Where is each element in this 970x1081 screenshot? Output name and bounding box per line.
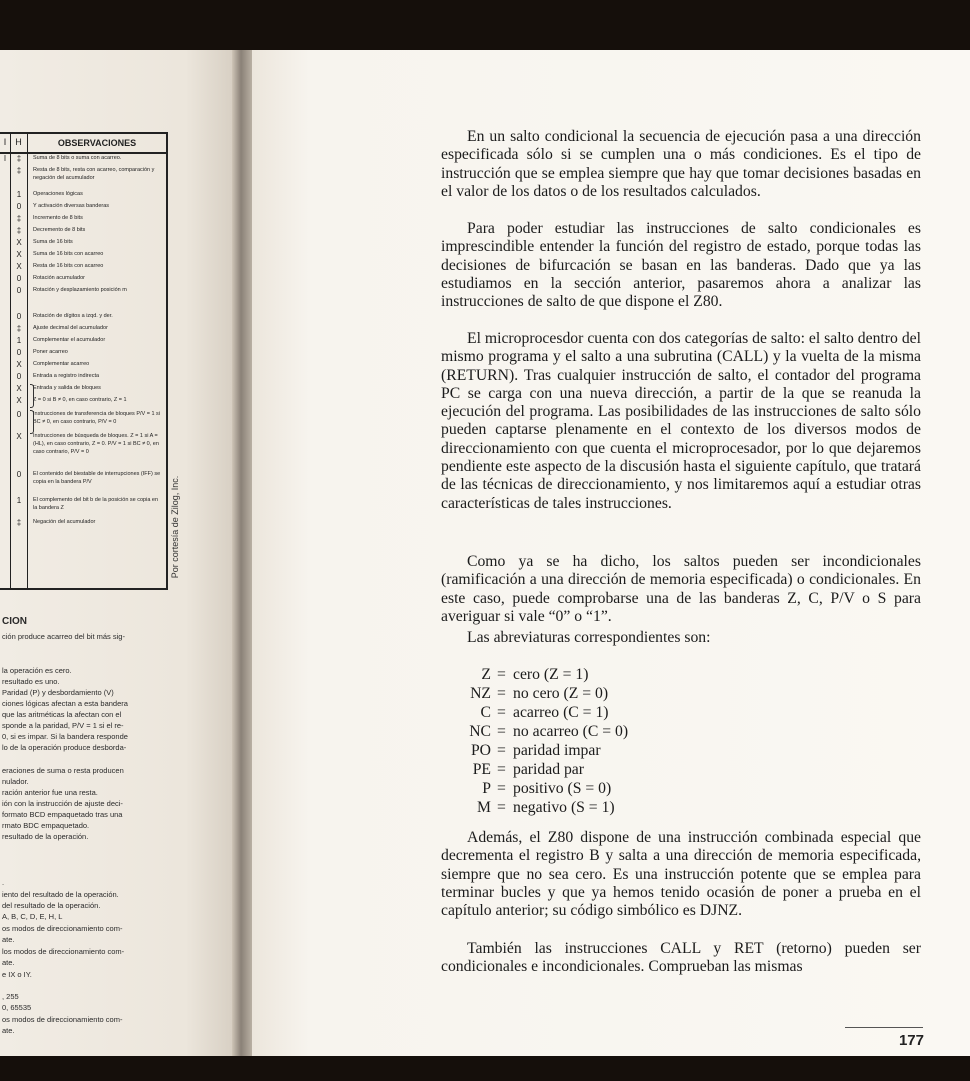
- note-line: eraciones de suma o resta producen: [2, 766, 124, 775]
- note-line: ate.: [2, 935, 15, 944]
- equals-sign: =: [497, 685, 506, 702]
- flag-h-cell: 0: [16, 274, 22, 283]
- observation-cell: Negación del acumulador: [33, 519, 96, 525]
- equals-sign: =: [497, 799, 506, 816]
- flag-h-cell: ‡: [16, 154, 22, 163]
- note-line: os modos de direccionamiento com-: [2, 924, 123, 933]
- flag-h-cell: 0: [16, 286, 22, 295]
- paragraph-text: Para poder estudiar las instrucciones de salto condicionales es imprescindible entender la función del registro de estado, porque todas las decisiones de bifurcación se basan en las banderas. Dado que ya las estudiamos en la sección anterior, pasaremos ahora a analizar las instrucciones de salto de que dispone el Z80.: [441, 220, 921, 311]
- note-line: ate.: [2, 958, 15, 967]
- abbreviation-meaning: paridad impar: [513, 742, 601, 759]
- abbreviation-symbol: PO: [470, 742, 491, 759]
- table-row: [0, 154, 166, 164]
- definition-row: [441, 742, 741, 761]
- flag-h-cell: 0: [16, 470, 22, 479]
- vertical-caption: [170, 462, 180, 596]
- abbreviation-symbol: Z: [481, 666, 491, 683]
- paragraph-text: Las abreviaturas correspondientes son:: [467, 629, 711, 646]
- header-observaciones: OBSERVACIONES: [57, 138, 137, 148]
- table-row: [0, 324, 166, 334]
- note-line: .: [2, 878, 5, 887]
- note-line: lo de la operación produce desborda-: [2, 743, 127, 752]
- paragraph-6: [441, 829, 921, 920]
- table-row: [0, 384, 166, 394]
- table-row: [0, 286, 166, 296]
- table-row: [0, 274, 166, 284]
- note-line: resultado de la operación.: [2, 832, 89, 841]
- note-line: 0, 65535: [2, 1003, 32, 1012]
- equals-sign: =: [497, 723, 506, 740]
- equals-sign: =: [497, 761, 506, 778]
- flag-h-cell: ‡: [16, 226, 22, 235]
- definition-row: [441, 780, 741, 799]
- paragraph-5: [441, 629, 921, 647]
- paragraph-3: [441, 330, 921, 513]
- equals-sign: =: [497, 704, 506, 721]
- table-row: [0, 432, 166, 468]
- table-row: [0, 166, 166, 188]
- observation-cell: Instrucciones de transferencia de bloques P/V = 1 si BC ≠ 0, en caso contrario, P/V = 0: [33, 411, 161, 425]
- observation-cell: Rotación acumulador: [33, 275, 85, 281]
- flag-h-cell: X: [16, 384, 22, 393]
- definition-row: [441, 685, 741, 704]
- note-line: os modos de direccionamiento com-: [2, 1015, 123, 1024]
- definition-row: [441, 723, 741, 742]
- note-line: 0, si es impar. Si la bandera responde: [2, 732, 128, 741]
- flags-table: [0, 132, 168, 590]
- flag-h-cell: ‡: [16, 214, 22, 223]
- paragraph-4: [441, 553, 921, 626]
- abbreviation-meaning: no acarreo (C = 0): [513, 723, 629, 740]
- abbreviation-meaning: cero (Z = 1): [513, 666, 589, 683]
- abbreviation-meaning: paridad par: [513, 761, 584, 778]
- header-col1: I: [3, 137, 7, 147]
- note-line: del resultado de la operación.: [2, 901, 101, 910]
- paragraph-1: [441, 128, 921, 201]
- note-line: ciones lógicas afectan a esta bandera: [2, 699, 128, 708]
- flag-h-cell: X: [16, 238, 22, 247]
- observation-cell: Operaciones lógicas: [33, 191, 83, 197]
- definition-row: [441, 799, 741, 818]
- page-number-rule: [845, 1027, 923, 1028]
- table-row: [0, 202, 166, 212]
- abbreviation-symbol: PE: [472, 761, 491, 778]
- paragraph-7: [441, 940, 921, 977]
- flag-h-cell: X: [16, 432, 22, 441]
- book-gutter: [232, 50, 252, 1056]
- abbreviation-meaning: acarreo (C = 1): [513, 704, 609, 721]
- table-row: [0, 518, 166, 530]
- observation-cell: Resta de 16 bits con acarreo: [33, 263, 104, 269]
- flag-h-cell: ‡: [16, 166, 22, 175]
- observation-cell: Suma de 8 bits o suma con acarreo.: [33, 155, 122, 161]
- note-line: Paridad (P) y desbordamiento (V): [2, 688, 114, 697]
- flag-h-cell: ‡: [16, 324, 22, 333]
- table-row: [0, 250, 166, 260]
- observation-cell: Ajuste decimal del acumulador: [33, 325, 108, 331]
- table-row: [0, 190, 166, 200]
- note-line: formato BCD empaquetado tras una: [2, 810, 123, 819]
- table-header: [0, 134, 166, 154]
- table-row: [0, 396, 166, 408]
- table-row: [0, 360, 166, 370]
- note-line: la operación es cero.: [2, 666, 72, 675]
- table-row: [0, 226, 166, 236]
- table-row: [0, 372, 166, 382]
- top-dark-band: [0, 0, 970, 50]
- observation-cell: Poner acarreo: [33, 349, 68, 355]
- table-row: [0, 238, 166, 248]
- definition-row: [441, 666, 741, 685]
- note-line: sponde a la paridad, P/V = 1 si el re-: [2, 721, 124, 730]
- flag-h-cell: 0: [16, 348, 22, 357]
- flag-h-cell: X: [16, 360, 22, 369]
- abbreviation-symbol: P: [482, 780, 491, 797]
- note-line: iento del resultado de la operación.: [2, 890, 119, 899]
- table-row: [0, 312, 166, 322]
- abbreviation-meaning: no cero (Z = 0): [513, 685, 609, 702]
- brace-mark: [30, 384, 34, 408]
- observation-cell: El contenido del biestable de interrupciones (IFF) se copia en la bandera P/V: [33, 471, 161, 485]
- note-line: A, B, C, D, E, H, L: [2, 912, 63, 921]
- paragraph-text: Además, el Z80 dispone de una instrucción combinada especial que decrementa el registro B y salta a una dirección de memoria especificada, siempre que no sea cero. Es una instrucción potente que se emplea para terminar bucles y que ya hemos tenido ocasión de poner a prueba en el capítulo anterior; su código simbólico es DJNZ.: [441, 829, 921, 920]
- left-page: [0, 50, 232, 1056]
- flag-h-cell: 1: [16, 496, 22, 505]
- flag-h-cell: 0: [16, 410, 22, 419]
- paragraph-text: El microprocesdor cuenta con dos categorías de salto: el salto dentro del mismo programa y el salto a una subrutina (CALL) y la vuelta de la misma (RETURN). Tras cualquier instrucción de salto, el contador del programa PC se carga con una nueva dirección, a partir de la que se reanuda la ejecución del programa. Las posibilidades de las instrucciones de salto sólo pueden captarse plenamente en el contexto de los diversos modos de direccionamiento con que cuenta el microprocesador, por lo que dejaremos pendiente este aspecto de la discusión hasta el siguiente capítulo, que tratará de las técnicas de direccionamiento, y nos limitaremos aquí a estudiar otras características de tales instrucciones.: [441, 330, 921, 512]
- flag-h-cell: 1: [16, 336, 22, 345]
- flag-f-cell: I: [3, 154, 7, 163]
- note-line: e IX o IY.: [2, 970, 32, 979]
- note-line: ción produce acarreo del bit más sig-: [2, 632, 125, 641]
- table-row: [0, 214, 166, 224]
- observation-cell: Suma de 16 bits con acarreo: [33, 251, 104, 257]
- table-row: [0, 262, 166, 272]
- note-line: nulador.: [2, 777, 29, 786]
- flag-h-cell: X: [16, 262, 22, 271]
- flag-h-cell: 0: [16, 202, 22, 211]
- flag-h-cell: X: [16, 250, 22, 259]
- flag-h-cell: 0: [16, 372, 22, 381]
- note-line: rmato BDC empaquetado.: [2, 821, 90, 830]
- note-line: ración anterior fue una resta.: [2, 788, 98, 797]
- brace-mark: [30, 410, 34, 434]
- table-row: [0, 470, 166, 494]
- table-row: [0, 336, 166, 346]
- abbreviation-symbol: C: [480, 704, 491, 721]
- paragraph-text: En un salto condicional la secuencia de ejecución pasa a una dirección especificada sólo si se cumplen una o más condiciones. Es el tipo de instrucción que se emplea siempre que hay que tomar decisiones basadas en el valor de los datos o de los resultados calculados.: [441, 128, 921, 200]
- abbreviation-meaning: positivo (S = 0): [513, 780, 612, 797]
- flag-h-cell: 0: [16, 312, 22, 321]
- note-line: los modos de direccionamiento com-: [2, 947, 125, 956]
- equals-sign: =: [497, 780, 506, 797]
- flag-h-cell: X: [16, 396, 22, 405]
- equals-sign: =: [497, 742, 506, 759]
- observation-cell: Complementar el acumulador: [33, 337, 106, 343]
- header-col2: H: [15, 137, 22, 147]
- abbreviation-symbol: M: [477, 799, 491, 816]
- observation-cell: Rotación de dígitos a izqd. y der.: [33, 313, 113, 319]
- table-row: [0, 348, 166, 358]
- bottom-dark-band: [0, 1056, 970, 1081]
- table-row: [0, 496, 166, 516]
- observation-cell: Entrada a registro indirecta: [33, 373, 100, 379]
- observation-cell: Suma de 16 bits: [33, 239, 73, 245]
- definition-row: [441, 761, 741, 780]
- observation-cell: El complemento del bit b de la posición se copia en la bandera Z: [33, 497, 159, 511]
- caption-text: Por cortesía de Zilog, Inc.: [170, 475, 180, 579]
- observation-cell: Instrucciones de búsqueda de bloques. Z = 1 si A = (HL), en caso contrario, Z = 0. P/V = 1 si BC ≠ 0, en caso contrario, P/V = 0: [33, 433, 159, 455]
- observation-cell: Decremento de 8 bits: [33, 227, 86, 233]
- table-row: [0, 410, 166, 432]
- flag-h-cell: ‡: [16, 518, 22, 527]
- observation-cell: Resta de 8 bits, resta con acarreo, comparación y negación del acumulador: [33, 167, 155, 181]
- observation-cell: Z = 0 si B ≠ 0, en caso contrario, Z = 1: [33, 397, 127, 403]
- abbreviation-meaning: negativo (S = 1): [513, 799, 615, 816]
- abbreviation-symbol: NC: [469, 723, 491, 740]
- note-line: resultado es uno.: [2, 677, 60, 686]
- paragraph-text: Como ya se ha dicho, los saltos pueden ser incondicionales (ramificación a una dirección de memoria especificada) o condicionales. En este caso, puede comprobarse una de las banderas Z, C, P/V o S para averiguar si vale “0” o “1”.: [441, 553, 921, 625]
- paragraph-2: [441, 220, 921, 311]
- notes-heading: CION: [2, 616, 27, 627]
- definition-row: [441, 704, 741, 723]
- observation-cell: Complementar acarreo: [33, 361, 90, 367]
- equals-sign: =: [497, 666, 506, 683]
- page-number: 177: [898, 1032, 924, 1049]
- note-line: , 255: [2, 992, 19, 1001]
- note-line: ate.: [2, 1026, 15, 1035]
- paragraph-text: También las instrucciones CALL y RET (retorno) pueden ser condicionales e incondicionales. Comprueban las mismas: [441, 940, 921, 976]
- flag-h-cell: 1: [16, 190, 22, 199]
- note-line: que las aritméticas la afectan con el: [2, 710, 122, 719]
- note-line: ión con la instrucción de ajuste deci-: [2, 799, 123, 808]
- abbreviation-symbol: NZ: [470, 685, 491, 702]
- observation-cell: Y activación diversas banderas: [33, 203, 110, 209]
- observation-cell: Rotación y desplazamiento posición m: [33, 287, 127, 293]
- observation-cell: Entrada y salida de bloques: [33, 385, 101, 391]
- observation-cell: Incremento de 8 bits: [33, 215, 83, 221]
